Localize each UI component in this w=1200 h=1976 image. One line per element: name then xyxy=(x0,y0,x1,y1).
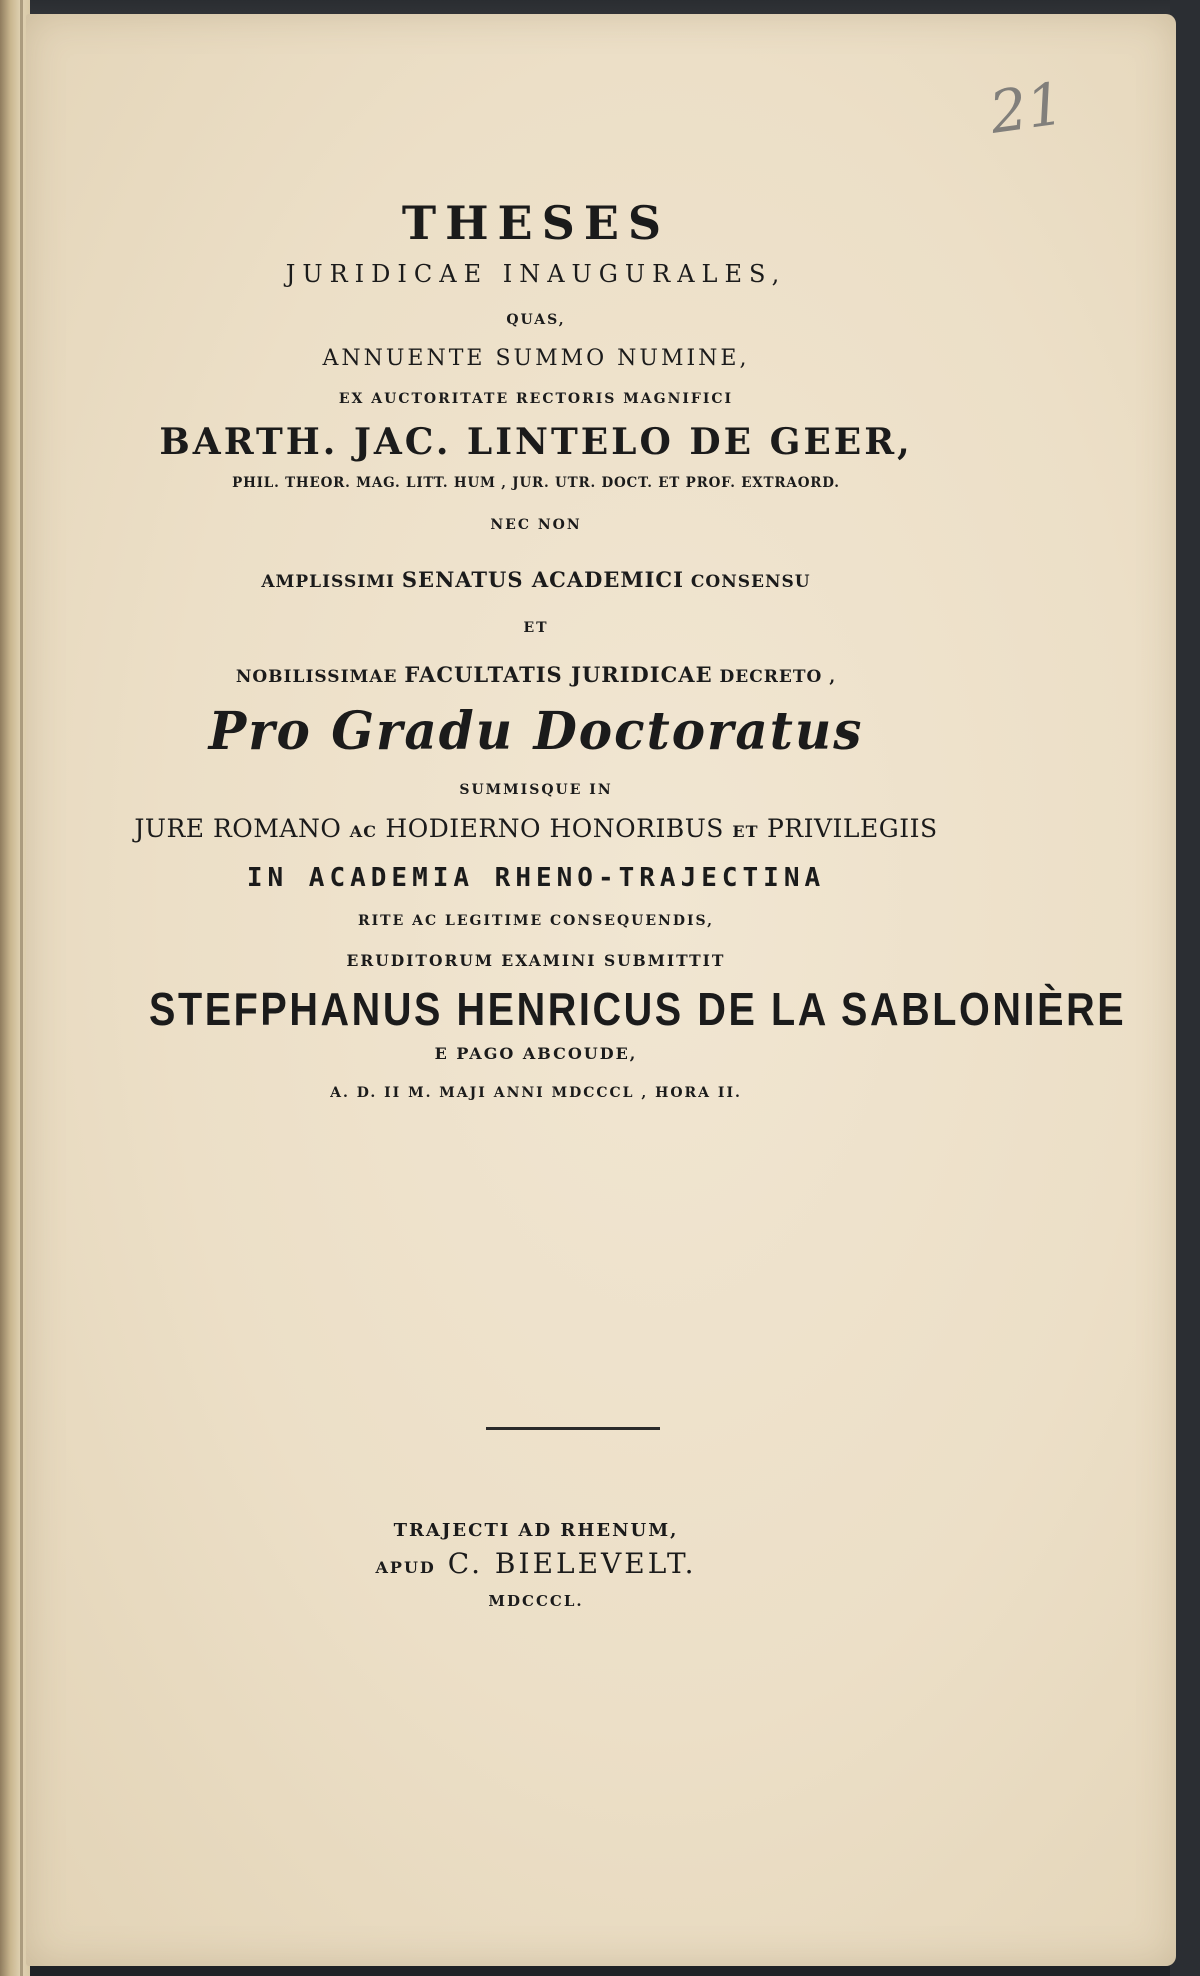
horizontal-rule xyxy=(486,1427,660,1430)
author-name: STEFPHANUS HENRICUS DE LA SABLONIÈRE xyxy=(149,983,1127,1035)
imprint xyxy=(86,1520,986,1610)
line-facultas xyxy=(86,662,986,687)
line-senatus xyxy=(86,567,986,592)
thesis-title: THESES xyxy=(401,196,671,250)
author-origin: E PAGO ABCOUDE, xyxy=(434,1044,638,1063)
line-summisque: SUMMISQUE IN xyxy=(459,782,613,798)
title-page-text xyxy=(86,196,1127,1101)
imprint-year: MDCCCL. xyxy=(488,1592,584,1610)
senatus-main: SENATUS ACADEMICI xyxy=(401,567,684,592)
thesis-subtitle: JURIDICAE INAUGURALES, xyxy=(285,260,787,288)
pro-gradu-doctoratus: Pro Gradu Doctoratus xyxy=(208,699,864,762)
facultas-main: FACULTATIS JURIDICAE xyxy=(404,662,713,687)
apud-label: APUD xyxy=(375,1558,436,1577)
line-et: ET xyxy=(523,620,549,636)
line-ex-auctoritate: EX AUCTORITATE RECTORIS MAGNIFICI xyxy=(338,391,734,407)
senatus-post: CONSENSU xyxy=(690,572,811,592)
line-annuente: ANNUENTE SUMMO NUMINE, xyxy=(322,346,750,371)
rector-name: BARTH. JAC. LINTELO DE GEER, xyxy=(159,421,913,463)
folio-number: 21 xyxy=(985,69,1069,147)
jure-part-3: PRIVILEGIIS xyxy=(766,814,938,843)
line-eruditorum: ERUDITORUM EXAMINI SUBMITTIT xyxy=(346,951,726,970)
line-quas: QUAS, xyxy=(506,312,566,328)
line-nec-non: NEC NON xyxy=(490,517,582,533)
imprint-publisher xyxy=(86,1547,986,1580)
jure-ac: AC xyxy=(349,822,377,841)
publisher-name: C. BIELEVELT. xyxy=(447,1547,697,1580)
jure-part-2: HODIERNO HONORIBUS xyxy=(385,814,724,843)
rector-titles: PHIL. THEOR. MAG. LITT. HUM , JUR. UTR. DOCT. ET PROF. EXTRAORD. xyxy=(232,475,840,491)
line-jure xyxy=(86,814,986,843)
imprint-place: TRAJECTI AD RHENUM, xyxy=(393,1520,679,1541)
facultas-post: DECRETO , xyxy=(719,667,837,687)
jure-part-1: JURE ROMANO xyxy=(134,814,342,843)
senatus-pre: AMPLISSIMI xyxy=(261,572,395,592)
line-academia: IN ACADEMIA RHENO-TRAJECTINA xyxy=(246,863,826,893)
jure-et: ET xyxy=(732,822,759,841)
defense-date: A. D. II M. MAJI ANNI MDCCCL , HORA II. xyxy=(330,1085,742,1101)
line-rite: RITE AC LEGITIME CONSEQUENDIS, xyxy=(357,913,715,929)
facultas-pre: NOBILISSIMAE xyxy=(235,667,398,687)
